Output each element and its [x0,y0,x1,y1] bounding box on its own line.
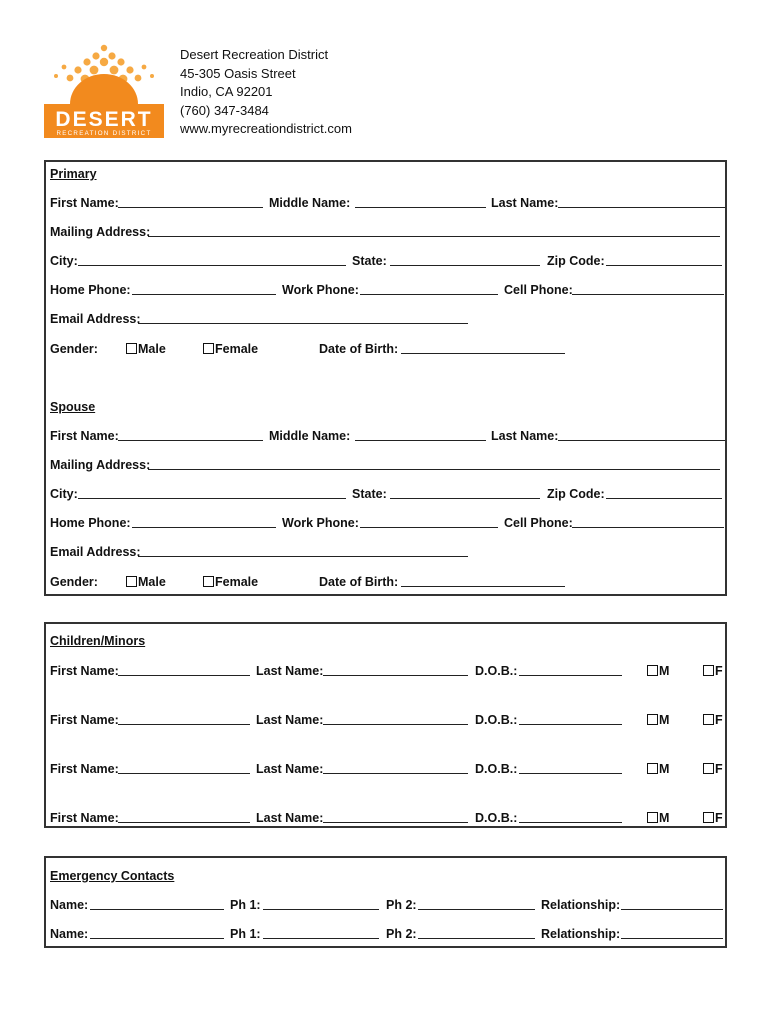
child-2-dob-field[interactable] [519,724,622,725]
dob-label: D.O.B.: [475,762,518,776]
name-label: Name: [50,898,89,912]
primary-dob-field[interactable] [401,353,565,354]
home-phone-label: Home Phone: [50,516,131,530]
child-3-f-checkbox[interactable]: F [703,761,723,777]
checkbox-icon [647,714,658,725]
first-name-label: First Name: [50,196,119,210]
gender-label: Gender: [50,342,98,356]
zip-code-label: Zip Code: [547,254,605,268]
email-label: Email Address: [50,312,141,326]
logo-subtext: RECREATION DISTRICT [56,130,152,137]
spouse-female-checkbox[interactable]: Female [203,574,258,590]
primary-cell-phone-field[interactable] [572,294,724,295]
dob-label: D.O.B.: [475,811,518,825]
last-name-label: Last Name: [256,664,324,678]
spouse-male-checkbox[interactable]: Male [126,574,166,590]
emergency-1-name-field[interactable] [90,909,224,910]
middle-name-label: Middle Name: [269,196,351,210]
checkbox-icon [126,343,137,354]
spouse-cell-phone-field[interactable] [572,527,724,528]
emergency-2-ph2-field[interactable] [418,938,535,939]
child-3-last-name-field[interactable] [323,773,468,774]
city-label: City: [50,487,78,501]
primary-heading: Primary [50,167,97,181]
emergency-heading: Emergency Contacts [50,869,175,883]
primary-mailing-row [50,224,721,240]
gender-label: Gender: [50,575,98,589]
primary-state-field[interactable] [390,265,540,266]
checkbox-icon [647,812,658,823]
cell-phone-label: Cell Phone: [504,516,573,530]
checkbox-icon [703,665,714,676]
emergency-2-relationship-field[interactable] [621,938,723,939]
spouse-work-phone-field[interactable] [360,527,498,528]
dob-label: D.O.B.: [475,713,518,727]
street-address: 45-305 Oasis Street [180,65,296,81]
primary-last-name-field[interactable] [558,207,725,208]
ph1-label: Ph 1: [230,927,261,941]
emergency-row-2 [50,926,721,942]
primary-city-row [50,253,721,269]
emergency-1-ph1-field[interactable] [263,909,379,910]
phone-number: (760) 347-3484 [180,102,269,118]
relationship-label: Relationship: [541,927,621,941]
middle-name-label: Middle Name: [269,429,351,443]
spouse-name-row [50,428,721,444]
child-1-dob-field[interactable] [519,675,622,676]
last-name-label: Last Name: [256,713,324,727]
work-phone-label: Work Phone: [282,516,359,530]
primary-male-checkbox[interactable]: Male [126,341,166,357]
logo-text: DESERT [55,108,153,131]
spouse-mailing-row [50,457,721,473]
primary-name-row [50,195,721,211]
org-name: Desert Recreation District [180,47,329,62]
spouse-city-row [50,486,721,502]
child-1-first-name-field[interactable] [118,675,250,676]
primary-mailing-address-field[interactable] [148,236,720,237]
child-row-2 [50,712,721,728]
checkbox-icon [203,343,214,354]
first-name-label: First Name: [50,762,119,776]
first-name-label: First Name: [50,713,119,727]
primary-city-field[interactable] [78,265,346,266]
child-4-f-checkbox[interactable]: F [703,810,723,826]
checkbox-icon [703,812,714,823]
child-row-1 [50,663,721,679]
last-name-label: Last Name: [256,811,324,825]
primary-work-phone-field[interactable] [360,294,498,295]
spouse-heading: Spouse [50,400,96,414]
child-1-last-name-field[interactable] [323,675,468,676]
first-name-label: First Name: [50,664,119,678]
primary-spouse-section [44,160,727,596]
emergency-2-name-field[interactable] [90,938,224,939]
checkbox-icon [647,665,658,676]
primary-zip-field[interactable] [606,265,722,266]
address-block [180,46,352,139]
last-name-label: Last Name: [491,196,559,210]
ph2-label: Ph 2: [386,927,417,941]
spouse-state-field[interactable] [390,498,540,499]
child-3-first-name-field[interactable] [118,773,250,774]
spouse-email-field[interactable] [138,556,468,557]
emergency-1-ph2-field[interactable] [418,909,535,910]
spouse-zip-field[interactable] [606,498,722,499]
checkbox-icon [703,714,714,725]
spouse-city-field[interactable] [78,498,346,499]
ph2-label: Ph 2: [386,898,417,912]
desert-recreation-logo [40,42,168,140]
spouse-first-name-field[interactable] [118,440,263,441]
spouse-last-name-field[interactable] [558,440,725,441]
child-4-last-name-field[interactable] [323,822,468,823]
cell-phone-label: Cell Phone: [504,283,573,297]
spouse-home-phone-field[interactable] [132,527,276,528]
first-name-label: First Name: [50,429,119,443]
child-2-f-checkbox[interactable]: F [703,712,723,728]
last-name-label: Last Name: [491,429,559,443]
emergency-contacts-section [44,856,727,948]
children-section [44,622,727,828]
child-row-3 [50,761,721,777]
checkbox-icon [647,763,658,774]
primary-email-row [50,311,721,327]
spouse-middle-name-field[interactable] [355,440,486,441]
city-label: City: [50,254,78,268]
zip-code-label: Zip Code: [547,487,605,501]
email-label: Email Address: [50,545,141,559]
child-2-first-name-field[interactable] [118,724,250,725]
mailing-address-label: Mailing Address: [50,225,151,239]
emergency-1-relationship-field[interactable] [621,909,723,910]
dob-label: Date of Birth: [319,575,399,589]
ph1-label: Ph 1: [230,898,261,912]
child-3-m-checkbox[interactable]: M [647,761,669,777]
child-row-4 [50,810,721,826]
emergency-2-ph1-field[interactable] [263,938,379,939]
primary-gender-row [50,341,721,357]
child-3-dob-field[interactable] [519,773,622,774]
city-state-zip: Indio, CA 92201 [180,84,273,99]
primary-first-name-field[interactable] [118,207,263,208]
checkbox-icon [203,576,214,587]
mailing-address-label: Mailing Address: [50,458,151,472]
primary-middle-name-field[interactable] [355,207,486,208]
child-1-m-checkbox[interactable]: M [647,663,669,679]
emergency-row-1 [50,897,721,913]
state-label: State: [352,254,387,268]
checkbox-icon [703,763,714,774]
spouse-gender-row [50,574,721,590]
first-name-label: First Name: [50,811,119,825]
home-phone-label: Home Phone: [50,283,131,297]
spouse-phone-row [50,515,721,531]
child-4-m-checkbox[interactable]: M [647,810,669,826]
spouse-email-row [50,544,721,560]
primary-phone-row [50,282,721,298]
child-1-f-checkbox[interactable]: F [703,663,723,679]
work-phone-label: Work Phone: [282,283,359,297]
primary-home-phone-field[interactable] [132,294,276,295]
child-2-last-name-field[interactable] [323,724,468,725]
state-label: State: [352,487,387,501]
last-name-label: Last Name: [256,762,324,776]
spouse-mailing-address-field[interactable] [148,469,720,470]
website: www.myrecreationdistrict.com [180,121,352,136]
dob-label: D.O.B.: [475,664,518,678]
children-heading: Children/Minors [50,634,146,648]
child-4-first-name-field[interactable] [118,822,250,823]
spouse-dob-field[interactable] [401,586,565,587]
primary-email-field[interactable] [138,323,468,324]
relationship-label: Relationship: [541,898,621,912]
name-label: Name: [50,927,89,941]
checkbox-icon [126,576,137,587]
child-4-dob-field[interactable] [519,822,622,823]
dob-label: Date of Birth: [319,342,399,356]
child-2-m-checkbox[interactable]: M [647,712,669,728]
primary-female-checkbox[interactable]: Female [203,341,258,357]
